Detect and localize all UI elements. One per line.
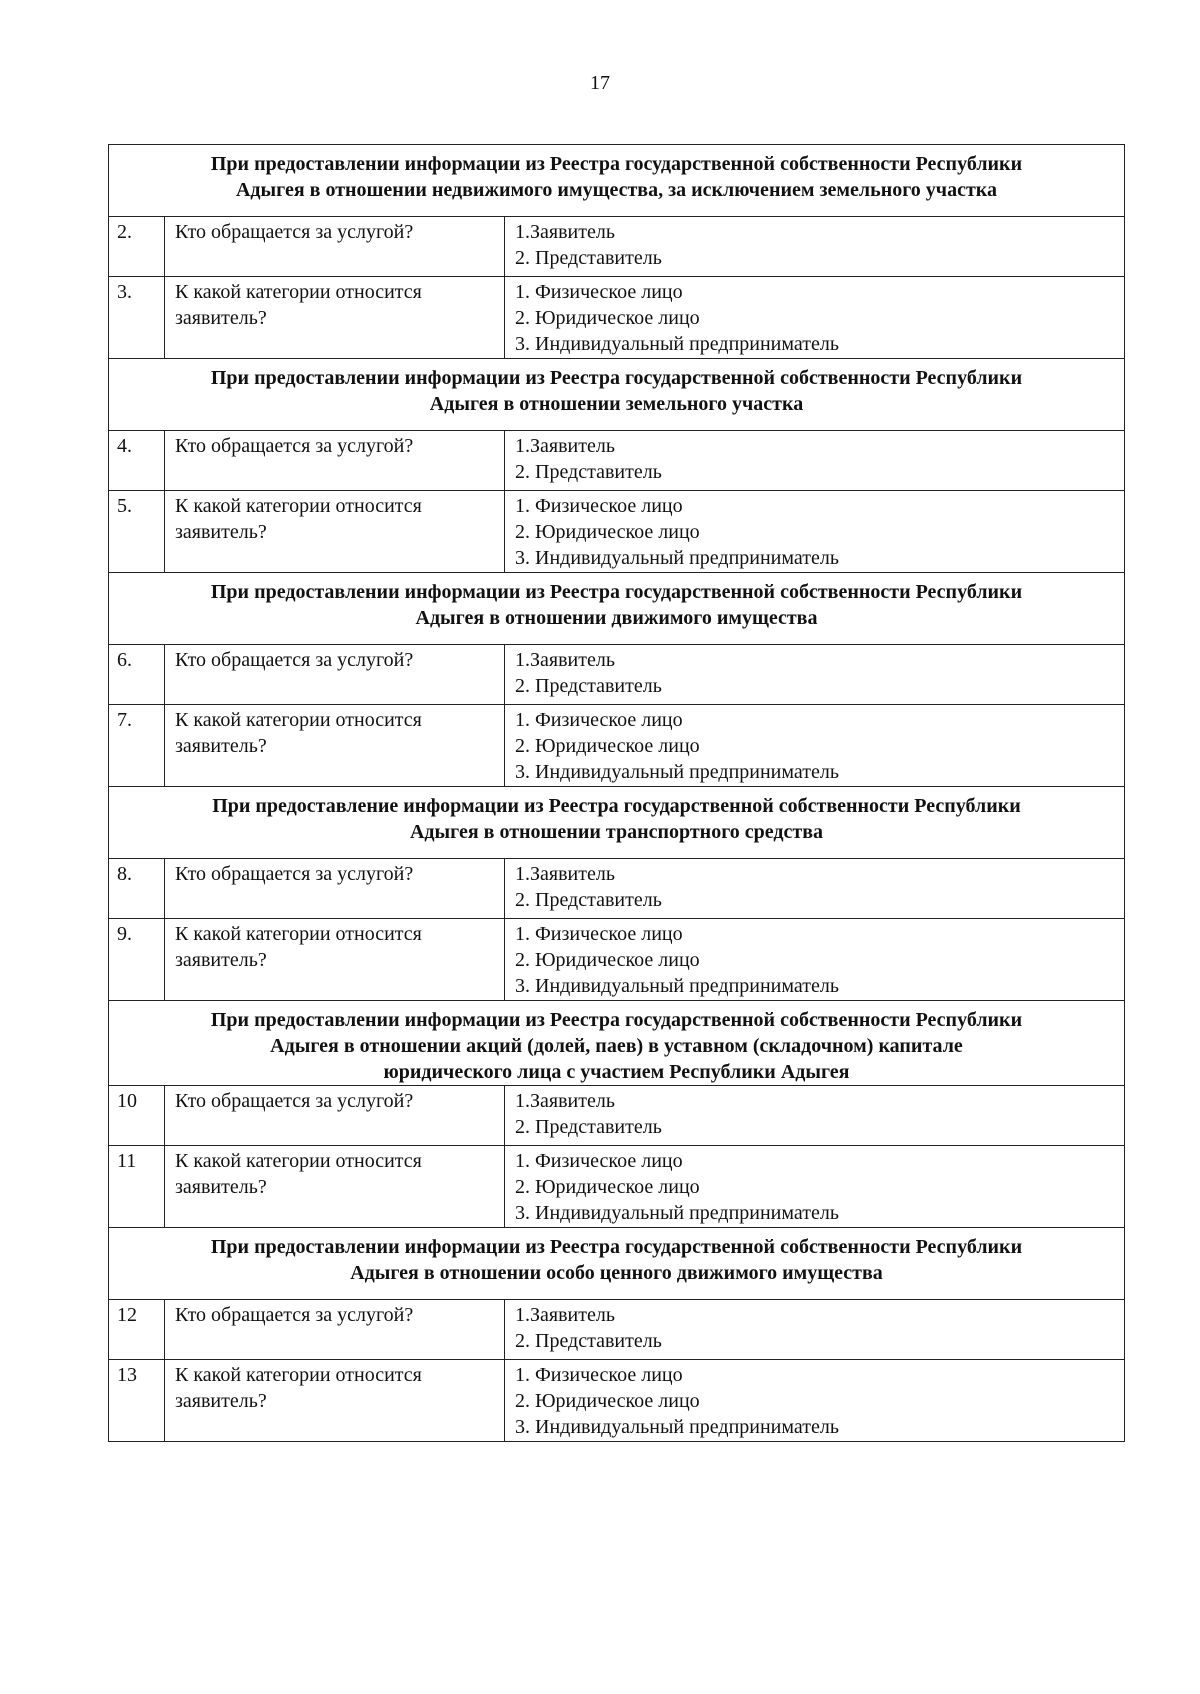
section-title-line: Адыгея в отношении особо ценного движимого имущества bbox=[350, 1262, 883, 1284]
answer-option: 3. Индивидуальный предприниматель bbox=[515, 975, 839, 997]
section-header-row bbox=[109, 787, 1125, 859]
answer-option: 2. Представитель bbox=[515, 675, 662, 697]
section-title-line: Адыгея в отношении земельного участка bbox=[429, 393, 804, 415]
applicant-questions-table bbox=[108, 144, 1125, 1442]
question-line: заявитель? bbox=[175, 307, 267, 329]
section-header-row bbox=[109, 1001, 1125, 1086]
answer-option: 2. Юридическое лицо bbox=[515, 735, 700, 757]
answer-cell bbox=[505, 1300, 1125, 1360]
question-line: К какой категории относится bbox=[175, 709, 422, 731]
section-title bbox=[109, 787, 1125, 859]
answer-option: 1. Физическое лицо bbox=[515, 1364, 683, 1386]
question-line: заявитель? bbox=[175, 735, 267, 757]
question-line: К какой категории относится bbox=[175, 1150, 422, 1172]
answer-cell bbox=[505, 217, 1125, 277]
section-header-row bbox=[109, 573, 1125, 645]
answer-option: 2. Юридическое лицо bbox=[515, 307, 700, 329]
question-line: Кто обращается за услугой? bbox=[175, 1090, 414, 1112]
question-cell bbox=[165, 645, 505, 705]
table-row bbox=[109, 859, 1125, 919]
answer-option: 1. Физическое лицо bbox=[515, 923, 683, 945]
row-number: 8. bbox=[109, 859, 165, 919]
answer-option: 2. Представитель bbox=[515, 889, 662, 911]
question-line: К какой категории относится bbox=[175, 1364, 422, 1386]
table-row bbox=[109, 1360, 1125, 1442]
section-title-line: При предоставлении информации из Реестра государственной собственности Республики bbox=[210, 367, 1023, 389]
table-row bbox=[109, 1300, 1125, 1360]
answer-option: 2. Представитель bbox=[515, 1330, 662, 1352]
answer-cell bbox=[505, 431, 1125, 491]
section-header-row bbox=[109, 359, 1125, 431]
answer-option: 1.Заявитель bbox=[515, 649, 615, 671]
row-number: 7. bbox=[109, 705, 165, 787]
table-row bbox=[109, 277, 1125, 359]
answer-option: 2. Представитель bbox=[515, 461, 662, 483]
section-title-line: При предоставлении информации из Реестра государственной собственности Республики bbox=[210, 153, 1023, 175]
row-number: 13 bbox=[109, 1360, 165, 1442]
row-number: 12 bbox=[109, 1300, 165, 1360]
table-row bbox=[109, 431, 1125, 491]
row-number: 2. bbox=[109, 217, 165, 277]
section-title-line: При предоставлении информации из Реестра государственной собственности Республики bbox=[210, 1009, 1023, 1031]
answer-option: 2. Юридическое лицо bbox=[515, 1390, 700, 1412]
answer-option: 3. Индивидуальный предприниматель bbox=[515, 761, 839, 783]
question-cell bbox=[165, 705, 505, 787]
section-title-line: Адыгея в отношении акций (долей, паев) в уставном (складочном) капитале bbox=[270, 1035, 963, 1057]
answer-option: 2. Представитель bbox=[515, 1116, 662, 1138]
answer-option: 3. Индивидуальный предприниматель bbox=[515, 547, 839, 569]
question-line: Кто обращается за услугой? bbox=[175, 863, 414, 885]
answer-option: 1.Заявитель bbox=[515, 1090, 615, 1112]
question-line: заявитель? bbox=[175, 521, 267, 543]
answer-cell bbox=[505, 1086, 1125, 1146]
question-cell bbox=[165, 1146, 505, 1228]
section-title-line: При предоставление информации из Реестра государственной собственности Республики bbox=[212, 795, 1021, 817]
question-line: заявитель? bbox=[175, 1390, 267, 1412]
question-cell bbox=[165, 1300, 505, 1360]
row-number: 4. bbox=[109, 431, 165, 491]
question-line: Кто обращается за услугой? bbox=[175, 221, 414, 243]
answer-option: 1.Заявитель bbox=[515, 1304, 615, 1326]
answer-cell bbox=[505, 1146, 1125, 1228]
table-body bbox=[109, 145, 1125, 1442]
question-line: Кто обращается за услугой? bbox=[175, 649, 414, 671]
row-number: 6. bbox=[109, 645, 165, 705]
row-number: 5. bbox=[109, 491, 165, 573]
row-number: 3. bbox=[109, 277, 165, 359]
section-title-line: Адыгея в отношении транспортного средства bbox=[409, 821, 824, 843]
answer-option: 2. Юридическое лицо bbox=[515, 1176, 700, 1198]
table-row bbox=[109, 1146, 1125, 1228]
answer-cell bbox=[505, 645, 1125, 705]
answer-option: 1.Заявитель bbox=[515, 221, 615, 243]
question-cell bbox=[165, 919, 505, 1001]
question-cell bbox=[165, 217, 505, 277]
answer-option: 3. Индивидуальный предприниматель bbox=[515, 1416, 839, 1438]
section-title bbox=[109, 1228, 1125, 1300]
section-header-row bbox=[109, 1228, 1125, 1300]
question-line: заявитель? bbox=[175, 1176, 267, 1198]
section-title-line: При предоставлении информации из Реестра государственной собственности Республики bbox=[210, 581, 1023, 603]
answer-cell bbox=[505, 859, 1125, 919]
question-cell bbox=[165, 431, 505, 491]
table-row bbox=[109, 1086, 1125, 1146]
question-line: К какой категории относится bbox=[175, 495, 422, 517]
section-title bbox=[109, 359, 1125, 431]
answer-option: 1. Физическое лицо bbox=[515, 709, 683, 731]
answer-option: 1.Заявитель bbox=[515, 435, 615, 457]
row-number: 9. bbox=[109, 919, 165, 1001]
section-header-row bbox=[109, 145, 1125, 217]
table-row bbox=[109, 645, 1125, 705]
section-title bbox=[109, 1001, 1125, 1086]
question-cell bbox=[165, 277, 505, 359]
answer-cell bbox=[505, 491, 1125, 573]
section-title-line: Адыгея в отношении недвижимого имущества, за исключением земельного участка bbox=[235, 179, 998, 201]
answer-option: 2. Юридическое лицо bbox=[515, 521, 700, 543]
question-cell bbox=[165, 491, 505, 573]
answer-cell bbox=[505, 919, 1125, 1001]
question-cell bbox=[165, 1086, 505, 1146]
page-number: 17 bbox=[590, 72, 610, 94]
section-title bbox=[109, 145, 1125, 217]
question-line: К какой категории относится bbox=[175, 923, 422, 945]
question-cell bbox=[165, 1360, 505, 1442]
table-row bbox=[109, 491, 1125, 573]
row-number: 10 bbox=[109, 1086, 165, 1146]
row-number: 11 bbox=[109, 1146, 165, 1228]
section-title-line: юридического лица с участием Республики Адыгея bbox=[383, 1061, 850, 1083]
answer-option: 2. Юридическое лицо bbox=[515, 949, 700, 971]
answer-option: 3. Индивидуальный предприниматель bbox=[515, 333, 839, 355]
answer-option: 2. Представитель bbox=[515, 247, 662, 269]
section-title-line: При предоставлении информации из Реестра государственной собственности Республики bbox=[210, 1236, 1023, 1258]
table-row bbox=[109, 919, 1125, 1001]
question-cell bbox=[165, 859, 505, 919]
question-line: Кто обращается за услугой? bbox=[175, 435, 414, 457]
table-row bbox=[109, 217, 1125, 277]
question-line: Кто обращается за услугой? bbox=[175, 1304, 414, 1326]
question-line: заявитель? bbox=[175, 949, 267, 971]
answer-option: 3. Индивидуальный предприниматель bbox=[515, 1202, 839, 1224]
answer-cell bbox=[505, 705, 1125, 787]
answer-option: 1. Физическое лицо bbox=[515, 1150, 683, 1172]
answer-option: 1.Заявитель bbox=[515, 863, 615, 885]
question-line: К какой категории относится bbox=[175, 281, 422, 303]
answer-cell bbox=[505, 1360, 1125, 1442]
section-title-line: Адыгея в отношении движимого имущества bbox=[415, 607, 818, 629]
answer-option: 1. Физическое лицо bbox=[515, 495, 683, 517]
table-row bbox=[109, 705, 1125, 787]
answer-option: 1. Физическое лицо bbox=[515, 281, 683, 303]
answer-cell bbox=[505, 277, 1125, 359]
section-title bbox=[109, 573, 1125, 645]
